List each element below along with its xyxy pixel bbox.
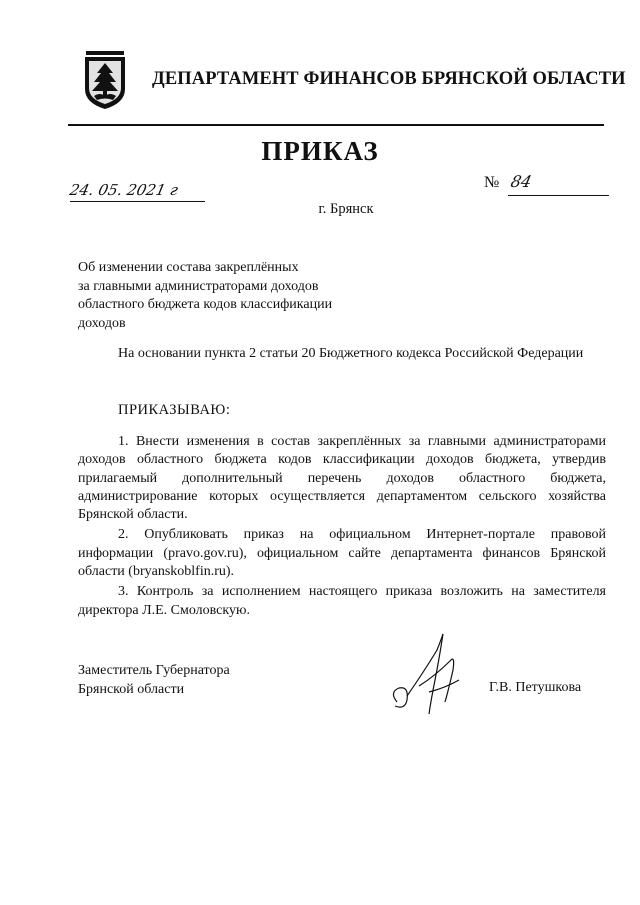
subject-line: доходов — [78, 315, 126, 331]
header-divider — [68, 124, 604, 126]
order-item: 1. Внести изменения в состав закреплённых за главными администраторами доходов областного бюджета кодов классификации доходов бюджета, утвердив прилагаемый дополнительный перечень доходов областного бюджета, администрирование которых осуществляется департаментом сельского хозяйства Брянской области. — [78, 434, 606, 523]
order-item: 2. Опубликовать приказ на официальном Интернет-портале правовой информации (pravo.gov.ru), официальном сайте департамента финансов Брянской области (bryanskoblfin.ru). — [78, 527, 606, 580]
basis-paragraph: На основании пункта 2 статьи 20 Бюджетного кодекса Российской Федерации — [118, 346, 584, 361]
number-underline — [508, 195, 609, 196]
document-number — [484, 172, 609, 196]
signatory-position — [78, 661, 230, 699]
city: г. Брянск — [318, 201, 374, 217]
subject-line: за главными администраторами доходов — [78, 278, 319, 294]
document-subject — [78, 259, 368, 333]
date-value: 24. 05. 2021 г — [68, 181, 180, 199]
position-line: Заместитель Губернатора — [78, 663, 230, 678]
subject-line: Об изменении состава закреплённых — [78, 260, 299, 275]
document-title: ПРИКАЗ — [261, 136, 379, 166]
document-date — [70, 181, 205, 203]
handwritten-signature — [385, 630, 475, 720]
signatory-name: Г.В. Петушкова — [489, 680, 582, 695]
order-item: 3. Контроль за исполнением настоящего приказа возложить на заместителя директора Л.Е. Смоловскую. — [78, 584, 606, 618]
order-word: ПРИКАЗЫВАЮ: — [118, 402, 231, 418]
position-line: Брянской области — [78, 682, 185, 697]
department-name: ДЕПАРТАМЕНТ ФИНАНСОВ БРЯНСКОЙ ОБЛАСТИ — [152, 69, 626, 89]
bryansk-region-coat-of-arms-icon — [80, 51, 130, 111]
number-value: 84 — [508, 172, 534, 191]
order-items — [78, 433, 606, 622]
number-label: № — [484, 174, 500, 191]
subject-line: областного бюджета кодов классификации — [78, 297, 333, 312]
